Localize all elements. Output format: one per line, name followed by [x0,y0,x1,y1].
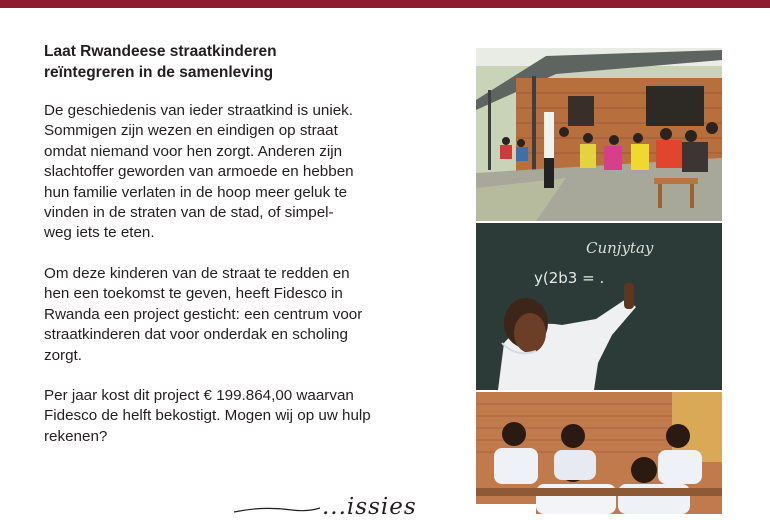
board-title-text: Cunjytay [586,239,654,257]
text-line: rekenen? [44,427,108,445]
paragraph-intro [44,101,384,244]
photo-classroom [476,392,722,514]
text-line: vinden in de straten van de stad, of simpel- [44,204,334,222]
title-line: reïntegreren in de samenleving [44,64,274,81]
photo-teacher-blackboard [476,223,722,390]
text-line: Per jaar kost dit project € 199.864,00 waarvan [44,387,354,404]
text-line: zorgt. [44,346,82,364]
text-line: Rwanda een project gesticht: een centrum voor [44,305,363,323]
text-line: De geschiedenis van ieder straatkind is uniek. [44,102,353,119]
paragraph-cost [44,386,384,447]
text-line: straatkinderen dat voor onderdak en scholing [44,326,348,344]
text-line: Om deze kinderen van de straat te redden en [44,265,350,282]
photo-veranda [476,48,722,221]
text-line: Fidesco de helft bekostigt. Mogen wij op uw hulp [44,407,371,425]
text-line: hun familie verlaten in de hoop meer geluk te [44,183,348,201]
title-line: Laat Rwandeese straatkinderen [44,43,277,60]
footer-script-logo: ...issies [322,494,417,520]
text-line: weg iets te eten. [44,224,155,242]
board-formula-text: y(2b3 = . [534,269,605,287]
logo-swash [232,504,322,514]
text-line: Sommigen zijn wezen en eindigen op straat [44,122,338,140]
text-line: omdat niemand voor hen zorgt. Anderen zijn [44,142,343,160]
top-accent-bar [0,0,770,8]
article-title [44,41,424,83]
paragraph-project [44,264,384,366]
text-line: slachtoffer geworden van armoede en hebben [44,163,354,181]
text-line: hen een toekomst te geven, heeft Fidesco in [44,285,343,303]
